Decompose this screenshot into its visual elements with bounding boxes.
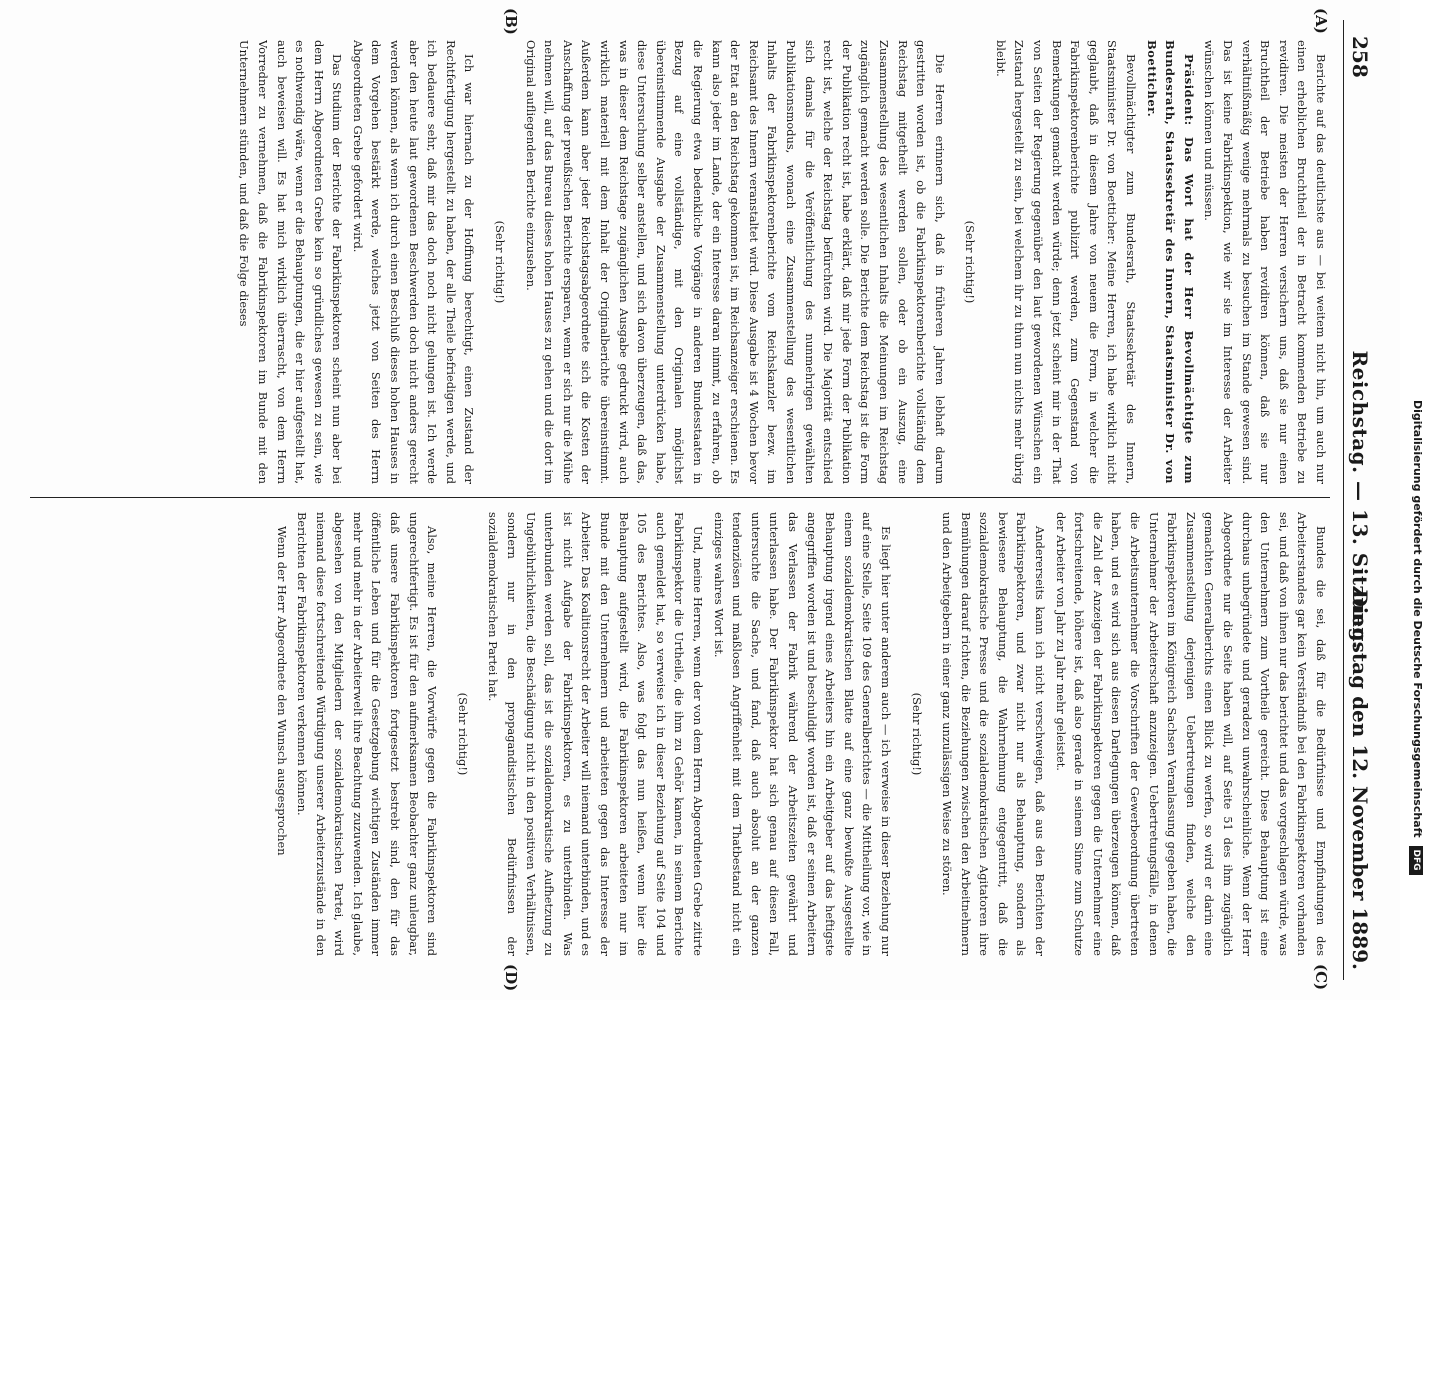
page-header [1343,20,1374,980]
paragraph: Bundes die sei, daß für die Bedürfnisse und Empfindungen des Arbeiterstandes gar kein Verständniß bei den Fabrikinspektoren vorhanden sei, und daß von ihnen nur das berichtet und das vorgeschlagen würde, was den Unternehmern zum Vortheile gereicht. Diese Behauptung ist eine durchaus unbegründete und geradezu unwahrscheinliche. Wenn der Herr Abgeordnete nur die Seite haben will, auf Seite 51 des ihm zugänglich gemachten Generalberichts einen Blick zu werfen, so wird er darin eine Zusammenstellung derjenigen Uebertretungen finden, welche den Fabrikinspektoren im Königreich Sachsen Veranlassung gegeben haben, die Unternehmer der Arbeiterschaft anzuzeigen. Uebertretungsfälle, in denen die Arbeitsunternehmer die Vorschriften der Gewerbeordnung übertreten haben, und es wird sich aus diesen Darlegungen überzeugen können, daß die Zahl der Anzeigen der Fabrikinspektoren gegen die Unternehmer eine fortschreitende, höhere ist, daß also gerade in seinem Sinne zum Schutze der Arbeiter von Jahr zu Jahr mehr geleistet. [1053,512,1328,956]
paragraph: Die Herren erinnern sich, daß in früheren Jahren lebhaft darum gestritten worden ist, ob die Fabrikinspektorenberichte vollständig dem Reichstag mitgetheilt werden sollen, oder ob ein Auszug, eine Zusammenstellung des wesentlichen Inhalts die Meinungen im Reichstag zugänglich gemacht werden solle. Die Berichte dem Reichstag ist die Form der Publikation recht ist, habe erklärt, daß mir jede Form der Publikation recht ist, welche der Reichstag befürchten wird. Die Majorität entschied sich damals für die Veröffentlichung des nunmehrigen gewählten Publikationsmodus, wonach eine Zusammenstellung des wesentlichen Inhalts der Fabrikinspektorenberichte vom Reichskanzler bezw. im Reichsamt des Innern veranstaltet wird. Diese Ausgabe ist 4 Wochen bevor der Etat an den Reichstag gekommen ist, im Reichsanzeiger erschienen. Es kann also jeder im Lande, der ein Interesse daran nimmt, zu erfahren, ob die Regierung etwa bedenkliche Vorgänge in anderen Bundesstaaten in Bezug auf eine vollständige, mit den Originalen möglichst übereinstimmende Ausgabe der Zusammenstellung unterdrücken habe, diese Untersuchung selber anstellen, und sich davon überzeugen, daß das, was in dieser dem Reichstage zugänglichen Ausgabe gedruckt wird, auch wirklich materiell mit dem Inhalt der Originalberichte übereinstimmt. Außerdem kann aber jeder Reichstagsabgeordnete sich die Kosten der Anschaffung der preußischen Berichte ersparen, wenn er sich nur die Mühe nehmen will, auf das Bureau dieses hohen Hauses zu gehen und die dort im Original aufliegenden Berichte einzusehen. [523,40,947,484]
speaker-paragraph: Präsident: Das Wort hat der Herr Bevollmächtigte zum Bundesrath, Staatssekretär des Innern, Staatsminister Dr. von Boetticher. [1144,40,1196,484]
digitization-credit-strip [1400,0,1432,1000]
digitization-credit [1398,400,1430,1400]
left-column [30,40,1330,484]
paragraph: Berichte auf das deutlichste aus — bei weitem nicht hin, um auch nur einen erheblichen Bruchtheil der in Betracht kommenden Betriebe zu revidiren. Die meisten der Herren versichern uns, daß sie nur einen Bruchtheil der Betriebe haben revidiren können, daß sie nur verhältnißmäßig wenige mehrmals zu besuchen im Stande gewesen sind. Das ist keine Fabrikinspektion, wie wir sie im Interesse der Arbeiter wünschen können und müssen. [1202,40,1328,484]
interjection: (Sehr richtig!) [963,220,978,304]
interjection: (Sehr richtig!) [909,692,924,776]
paragraph: Und, meine Herren, wenn der von dem Herrn Abgeordneten Grebe zitirte Fabrikinspektor die Urtheile, die ihm zu Gehör kamen, in seinem Berichte auch gemeldet hat, so verweise ich in dieser Beziehung auf Seite 104 und 105 des Berichtes. Also, was folgt das nun heißen, wenn hier die Behauptung aufgestellt wird, die Fabrikinspektoren arbeiteten nur im Bunde mit den Unternehmern und arbeiteten gegen das Interesse der Arbeiter. Das Koalitionsrecht der Arbeiter will niemand unterbinden, und es ist nicht Aufgabe der Fabrikinspektoren, es zu unterbinden. Was unterbunden werden soll, das ist die sozialdemokratische Aufhetzung zu Ungebührlichkeiten, die Beschädigung nicht in den positiven Verhältnissen, sondern nur in den propagandistischen Bedürfnissen der sozialdemokratischen Partei hat. [486,512,705,956]
interjection: (Sehr richtig!) [455,692,470,776]
paragraph: Ich war hiernach zu der Hoffnung berechtigt, einen Zustand der Rechtfertigung hergestellt zu haben, der alle Theile befriedigen werde, und ich bedauere sehr, daß mir das doch noch nicht gelungen ist. Ich werde aber den heute laut gewordenen Beschwerden doch nicht anders gerecht werden können, als wenn ich durch einen Beschluß dieses hohen Hauses in dem Vorgehen bestärkt werde, welches jetzt von Seiten des Herrn Abgeordneten Grebe gefordert wird. [350,40,477,484]
margin-mark-b: (B) [502,8,520,35]
session-date: Dienstag den 12. November 1889. [1348,589,1372,970]
running-head: Reichstag. — 13. Sitzung. [1348,350,1372,650]
credit-text: Digitalisierung gefördert durch die Deutsche Forschungsgemeinschaft [1411,400,1424,838]
right-column [30,512,1330,956]
paragraph: Also, meine Herren, die Vorwürfe gegen die Fabrikinspektoren sind ungerechtfertigt. Es ist für den aufmerksamen Beobachter ganz unleugbar, daß unsere Fabrikinspektoren fortgesetzt bestrebt sind, den für das öffentliche Leben und für die Gesetzgebung wichtigen Zuständen immer mehr und mehr in der Arbeiterwelt ihre Beachtung zuzuwenden. Ich glaube, abgesehen von den Mitgliedern der sozialdemokratischen Partei, wird niemand diese fortschreitende Würdigung unserer Arbeiterzustände in den Berichten der Fabrikinspektoren verkennen können. [295,512,440,956]
dfg-logo: DFG [1409,846,1423,875]
paragraph: Andererseits kann ich nicht verschweigen, daß aus den Berichten der Fabrikinspektoren, und zwar nicht nur als Behauptung, sondern als bewiesene Behauptung, die Wahrnehmung entgegentritt, daß die sozialdemokratische Presse und die sozialdemokratischen Agitatoren ihre Bemühungen darauf richten, die Beziehungen zwischen den Arbeitnehmern und den Arbeitgebern in einer ganz unzulässigen Weise zu stören. [940,512,1048,956]
column-divider [30,497,1330,498]
margin-mark-c: (C) [1312,964,1330,991]
margin-mark-d: (D) [502,964,520,992]
interjection: (Sehr richtig!) [493,220,508,304]
paragraph: Bevollmächtigter zum Bundesrath, Staatssekretär des Innern, Staatsminister Dr. von Boetticher: Meine Herren, ich habe wirklich nicht geglaubt, daß in diesem Jahre von neuem die Form, in welcher die Fabrikinspektorenberichte publizirt werden, zum Gegenstand von Bemerkungen gemacht werden würde; denn jetzt scheint mir in der That von Seiten der Regierung gegenüber den laut gewordenen Wünschen ein Zustand hergestellt zu sein, bei welchem ihr zu thun nun nichts mehr übrig bleibt. [993,40,1139,484]
page-number: 258 [1348,36,1372,78]
paragraph: Das Studium der Berichte der Fabrikinspektoren scheint nun aber bei dem Herrn Abgeordneten Grebe kein so gründliches gewesen zu sein, wie es nothwendig wäre, wenn er die Behauptungen, die er hier aufgestellt hat, auch beweisen will. Es hat mich wirklich überrascht, von dem Herrn Vorredner zu vernehmen, daß die Fabrikinspektoren im Bunde mit den Unternehmern stünden, und daß die Folge dieses [237,40,345,484]
paragraph: Wenn der Herr Abgeordnete den Wunsch ausgesprochen [274,526,289,856]
margin-mark-a: (A) [1312,8,1330,34]
paragraph: Es liegt hier unter anderem auch — ich verweise in dieser Beziehung nur auf eine Stelle, Seite 109 des Generalberichtes — die Mittheilung vor, wie in einem sozialdemokratischen Blatte auf eine ganz bewußte Ausgestellte Behauptung irgend eines Arbeiters hin ein Arbeitgeber auf das heftigste angegriffen worden ist und beschuldigt worden ist, daß er seinen Arbeitern das Verlassen der Fabrik während der Arbeitszeiten gewährt und unterlassen habe. Der Fabrikinspektor hat sich genau auf diesen Fall, untersuchte die Sache, und fand, daß auch absolut an der ganzen tendenziösen und maßlosen Angriffenheit mit dem Thatbestand nicht ein einziges wahres Wort ist. [711,512,893,956]
